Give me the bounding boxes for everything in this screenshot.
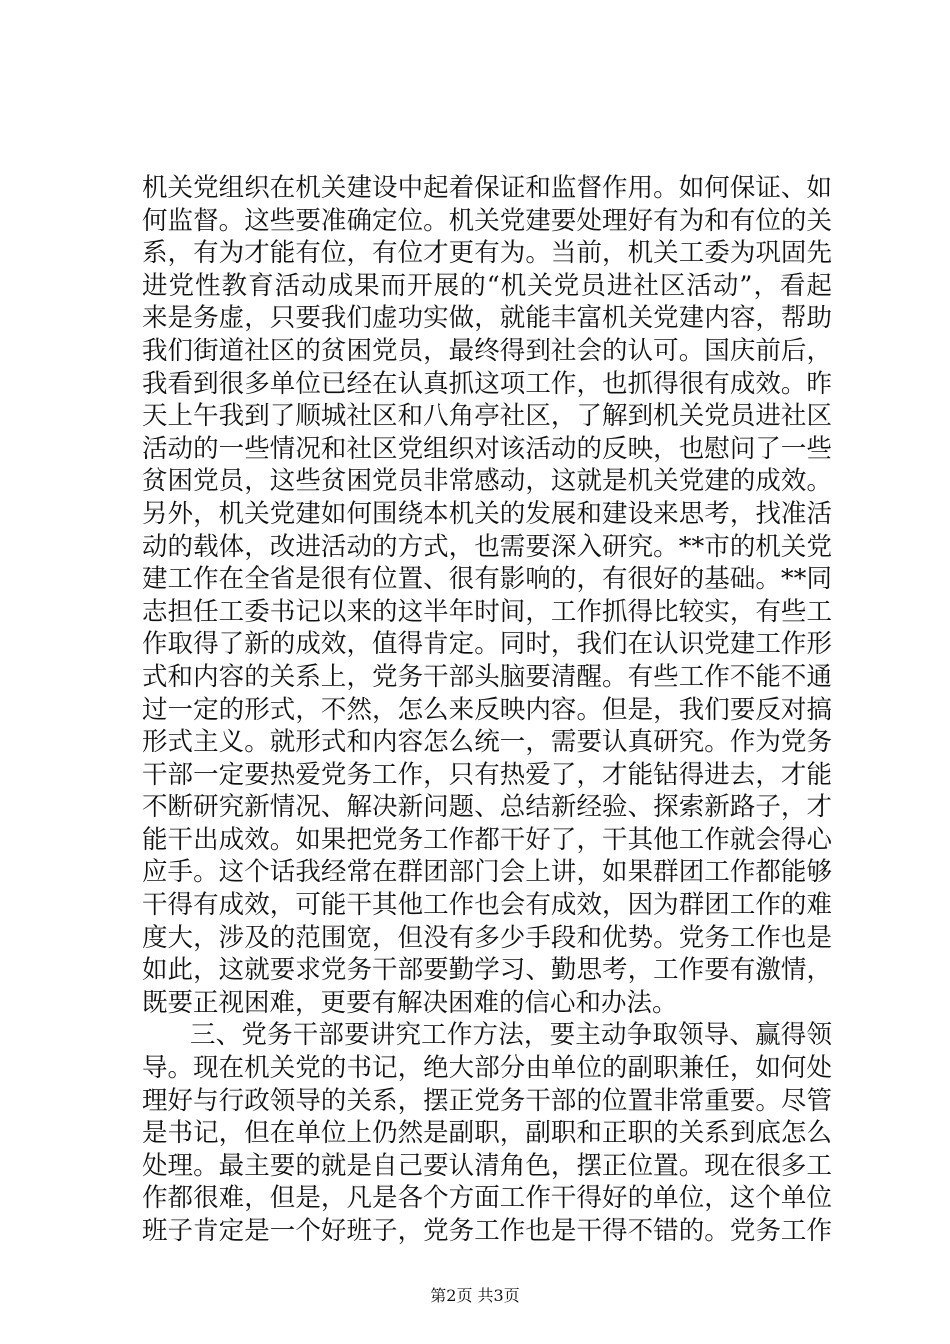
text-line: 处理。最主要的就是自己要认清角色，摆正位置。现在很多工: [142, 1150, 832, 1181]
text-line: 我看到很多单位已经在认真抓这项工作，也抓得很有成效。昨: [142, 368, 832, 399]
text-line: 活动的一些情况和社区党组织对该活动的反映，也慰问了一些: [142, 433, 832, 464]
text-line: 动的载体，改进活动的方式，也需要深入研究。**市的机关党: [142, 531, 832, 562]
text-line: 如此，这就要求党务干部要勤学习、勤思考，工作要有激情，: [142, 955, 832, 986]
document-body: [142, 172, 832, 1248]
text-line: 形式主义。就形式和内容怎么统一，需要认真研究。作为党务: [142, 727, 832, 758]
text-line: 贫困党员，这些贫困党员非常感动，这就是机关党建的成效。: [142, 466, 832, 497]
text-line: 是书记，但在单位上仍然是副职，副职和正职的关系到底怎么: [142, 1118, 832, 1149]
page-number-footer: 第2页 共3页: [430, 1286, 520, 1305]
text-line: 作取得了新的成效，值得肯定。同时，我们在认识党建工作形: [142, 629, 832, 660]
text-line: 进党性教育活动成果而开展的“机关党员进社区活动”，看起: [142, 270, 832, 301]
text-line: 志担任工委书记以来的这半年时间，工作抓得比较实，有些工: [142, 596, 832, 627]
text-line: 应手。这个话我经常在群团部门会上讲，如果群团工作都能够: [142, 857, 832, 888]
text-line: 导。现在机关党的书记，绝大部分由单位的副职兼任，如何处: [142, 1053, 832, 1084]
text-line: 式和内容的关系上，党务干部头脑要清醒。有些工作不能不通: [142, 661, 832, 692]
text-line: 作都很难，但是，凡是各个方面工作干得好的单位，这个单位: [142, 1183, 832, 1214]
text-line: 干得有成效，可能干其他工作也会有成效，因为群团工作的难: [142, 890, 832, 921]
text-line: 来是务虚，只要我们虚功实做，就能丰富机关党建内容，帮助: [142, 303, 832, 334]
text-line: 我们街道社区的贫困党员，最终得到社会的认可。国庆前后，: [142, 335, 832, 366]
text-line: 度大，涉及的范围宽，但没有多少手段和优势。党务工作也是: [142, 922, 832, 953]
text-line: 既要正视困难，更要有解决困难的信心和办法。: [142, 987, 678, 1018]
text-line: 系，有为才能有位，有位才更有为。当前，机关工委为巩固先: [142, 238, 832, 269]
text-line: 机关党组织在机关建设中起着保证和监督作用。如何保证、如: [142, 173, 832, 203]
section-heading-line: 三、党务干部要讲究工作方法，要主动争取领导、赢得领: [190, 1020, 832, 1051]
text-line: 不断研究新情况、解决新问题、总结新经验、探索新路子，才: [142, 792, 832, 823]
text-line: 天上午我到了顺城社区和八角亭社区，了解到机关党员进社区: [142, 401, 832, 432]
text-line: 干部一定要热爱党务工作，只有热爱了，才能钻得进去，才能: [142, 759, 832, 790]
text-line: 能干出成效。如果把党务工作都干好了，干其他工作就会得心: [142, 824, 832, 855]
text-line: 另外，机关党建如何围绕本机关的发展和建设来思考，找准活: [142, 498, 832, 529]
text-line: 理好与行政领导的关系，摆正党务干部的位置非常重要。尽管: [142, 1085, 832, 1116]
text-line: 建工作在全省是很有位置、很有影响的，有很好的基础。**同: [142, 564, 832, 595]
text-line: 班子肯定是一个好班子，党务工作也是干得不错的。党务工作: [142, 1216, 832, 1246]
text-line: 何监督。这些要准确定位。机关党建要处理好有为和有位的关: [142, 205, 832, 236]
text-line: 过一定的形式，不然，怎么来反映内容。但是，我们要反对搞: [142, 694, 832, 725]
